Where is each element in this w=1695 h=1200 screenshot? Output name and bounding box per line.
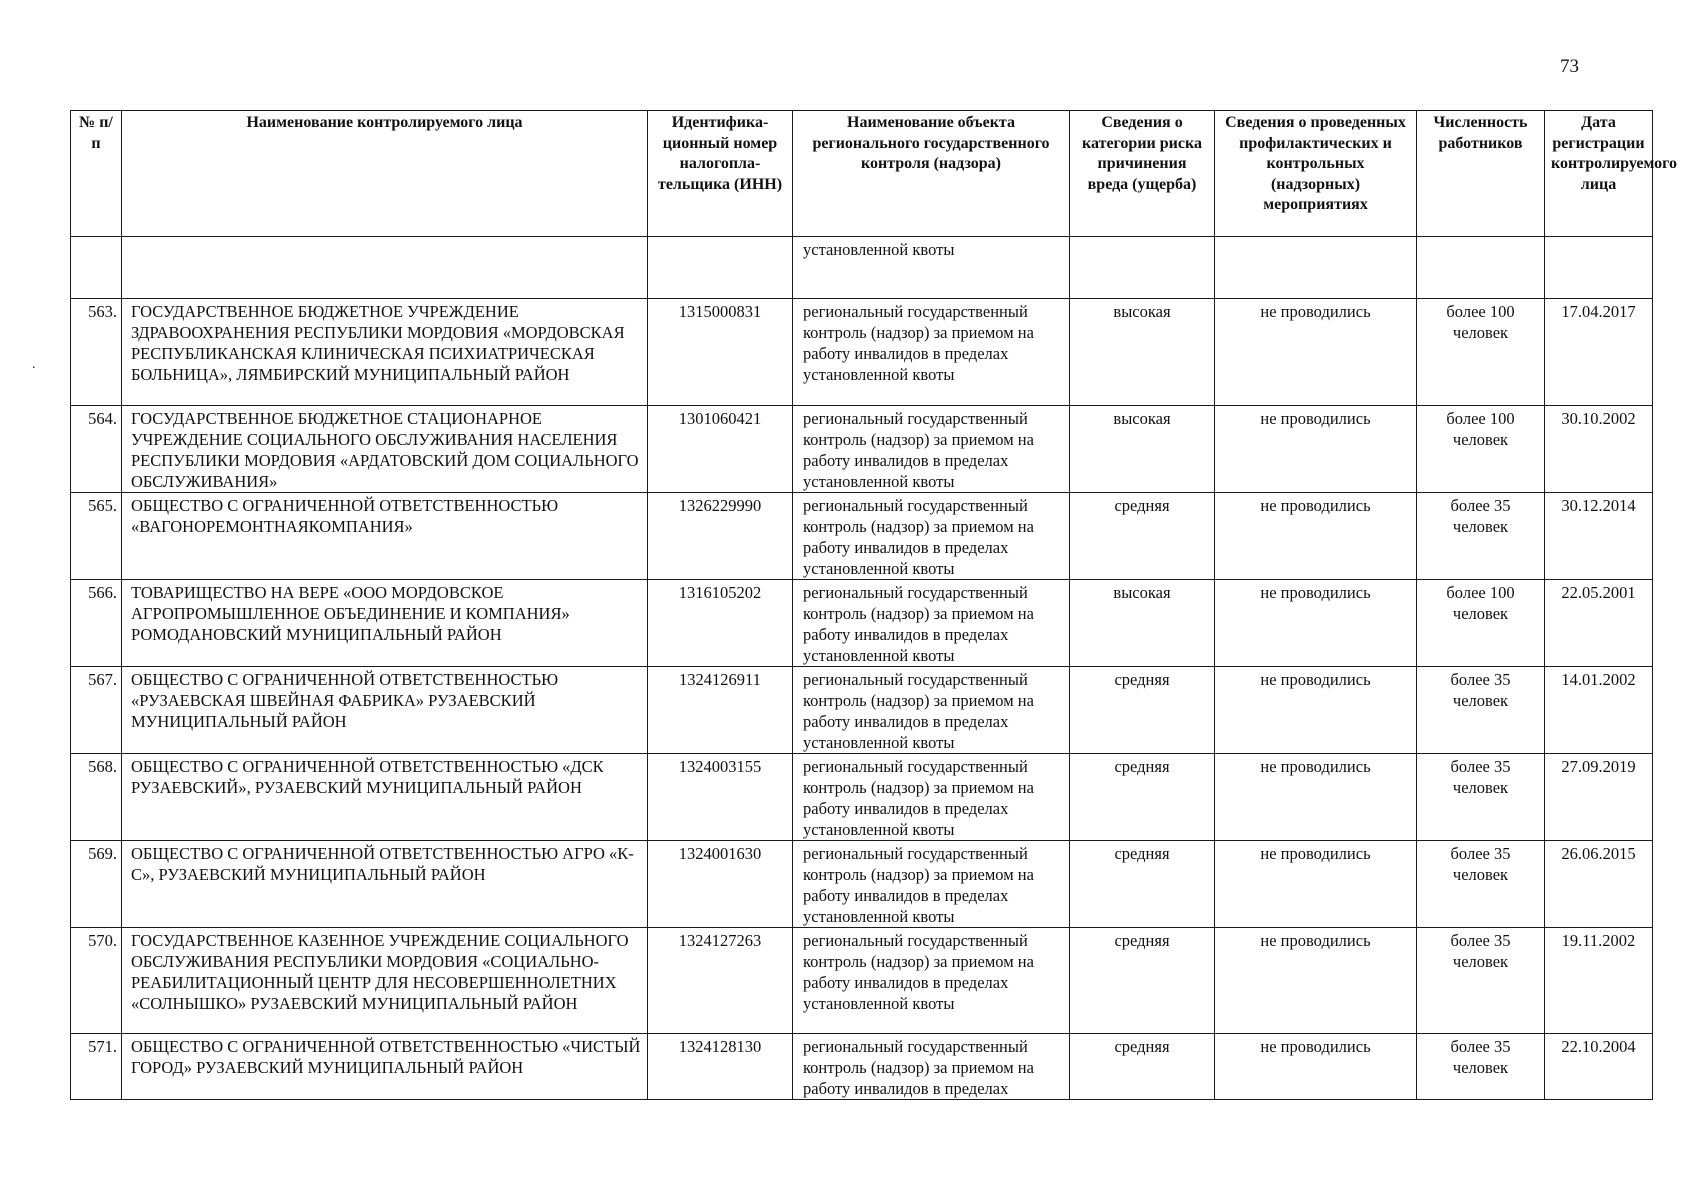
control-object: региональный государственный контроль (надзор) за приемом на работу инвалидов в пределах — [793, 1034, 1070, 1100]
inn-value: 1326229990 — [648, 493, 793, 580]
header-name: Наименование контролируемого лица — [122, 111, 648, 237]
control-object: региональный государственный контроль (надзор) за приемом на работу инвалидов в пределах установленной квоты — [793, 928, 1070, 1034]
events-status: не проводились — [1215, 667, 1417, 754]
organization-name: ОБЩЕСТВО С ОГРАНИЧЕННОЙ ОТВЕТСТВЕННОСТЬЮ «ЧИСТЫЙ ГОРОД» РУЗАЕВСКИЙ МУНИЦИПАЛЬНЫЙ РАЙОН — [122, 1034, 648, 1100]
header-staff: Численность работников — [1417, 111, 1545, 237]
organization-name: ГОСУДАРСТВЕННОЕ БЮДЖЕТНОЕ СТАЦИОНАРНОЕ УЧРЕЖДЕНИЕ СОЦИАЛЬНОГО ОБСЛУЖИВАНИЯ НАСЕЛЕНИЯ РЕСПУБЛИКИ МОРДОВИЯ «АРДАТОВСКИЙ ДОМ СОЦИАЛЬНОГО ОБСЛУЖИВАНИЯ» — [122, 406, 648, 493]
table-row — [71, 493, 1653, 580]
inn-value: 1316105202 — [648, 580, 793, 667]
header-inn: Идентифика-ционный номер налогопла-тельщика (ИНН) — [648, 111, 793, 237]
organization-name: ОБЩЕСТВО С ОГРАНИЧЕННОЙ ОТВЕТСТВЕННОСТЬЮ «ДСК РУЗАЕВСКИЙ», РУЗАЕВСКИЙ МУНИЦИПАЛЬНЫЙ РАЙОН — [122, 754, 648, 841]
table-row — [71, 667, 1653, 754]
risk-category: средняя — [1070, 754, 1215, 841]
continuation-cell: установленной квоты — [793, 237, 1070, 299]
risk-category: средняя — [1070, 667, 1215, 754]
inn-value: 1301060421 — [648, 406, 793, 493]
cell-empty — [122, 237, 648, 299]
registration-date: 30.10.2002 — [1545, 406, 1653, 493]
table-row — [71, 299, 1653, 406]
margin-mark: . — [32, 357, 36, 372]
organization-name: ОБЩЕСТВО С ОГРАНИЧЕННОЙ ОТВЕТСТВЕННОСТЬЮ «РУЗАЕВСКАЯ ШВЕЙНАЯ ФАБРИКА» РУЗАЕВСКИЙ МУНИЦИПАЛЬНЫЙ РАЙОН — [122, 667, 648, 754]
row-number: 570. — [71, 928, 122, 1034]
inn-value: 1324001630 — [648, 841, 793, 928]
staff-count: более 35 человек — [1417, 841, 1545, 928]
registration-date: 22.10.2004 — [1545, 1034, 1653, 1100]
inn-value: 1324127263 — [648, 928, 793, 1034]
table-row — [71, 406, 1653, 493]
row-number: 565. — [71, 493, 122, 580]
inn-value: 1315000831 — [648, 299, 793, 406]
inn-value: 1324128130 — [648, 1034, 793, 1100]
risk-category: высокая — [1070, 580, 1215, 667]
registration-date: 30.12.2014 — [1545, 493, 1653, 580]
inn-value: 1324003155 — [648, 754, 793, 841]
registration-date: 17.04.2017 — [1545, 299, 1653, 406]
row-number: 571. — [71, 1034, 122, 1100]
row-number: 566. — [71, 580, 122, 667]
header-object: Наименование объекта регионального государственного контроля (надзора) — [793, 111, 1070, 237]
control-object: региональный государственный контроль (надзор) за приемом на работу инвалидов в пределах установленной квоты — [793, 406, 1070, 493]
header-row — [71, 111, 1653, 237]
risk-category: высокая — [1070, 299, 1215, 406]
control-object: региональный государственный контроль (надзор) за приемом на работу инвалидов в пределах установленной квоты — [793, 493, 1070, 580]
registry-table — [70, 110, 1678, 1100]
row-number: 564. — [71, 406, 122, 493]
organization-name: ТОВАРИЩЕСТВО НА ВЕРЕ «ООО МОРДОВСКОЕ АГРОПРОМЫШЛЕННОЕ ОБЪЕДИНЕНИЕ И КОМПАНИЯ» РОМОДАНОВСКИЙ МУНИЦИПАЛЬНЫЙ РАЙОН — [122, 580, 648, 667]
registration-date: 22.05.2001 — [1545, 580, 1653, 667]
staff-count: более 35 человек — [1417, 493, 1545, 580]
cell-empty — [648, 237, 793, 299]
row-number: 568. — [71, 754, 122, 841]
staff-count: более 35 человек — [1417, 928, 1545, 1034]
registration-date: 27.09.2019 — [1545, 754, 1653, 841]
events-status: не проводились — [1215, 580, 1417, 667]
table-row — [71, 1034, 1653, 1100]
table-row — [71, 841, 1653, 928]
events-status: не проводились — [1215, 841, 1417, 928]
header-events: Сведения о проведенных профилактических и контрольных (надзорных) мероприятиях — [1215, 111, 1417, 237]
organization-name: ГОСУДАРСТВЕННОЕ БЮДЖЕТНОЕ УЧРЕЖДЕНИЕ ЗДРАВООХРАНЕНИЯ РЕСПУБЛИКИ МОРДОВИЯ «МОРДОВСКАЯ РЕСПУБЛИКАНСКАЯ КЛИНИЧЕСКАЯ ПСИХИАТРИЧЕСКАЯ БОЛЬНИЦА», ЛЯМБИРСКИЙ МУНИЦИПАЛЬНЫЙ РАЙОН — [122, 299, 648, 406]
events-status: не проводились — [1215, 754, 1417, 841]
staff-count: более 35 человек — [1417, 754, 1545, 841]
cell-empty — [1070, 237, 1215, 299]
registration-date: 14.01.2002 — [1545, 667, 1653, 754]
header-num: № п/п — [71, 111, 122, 237]
table-row — [71, 754, 1653, 841]
table-row — [71, 580, 1653, 667]
risk-category: средняя — [1070, 928, 1215, 1034]
cell-empty — [1215, 237, 1417, 299]
risk-category: средняя — [1070, 841, 1215, 928]
row-number: 563. — [71, 299, 122, 406]
events-status: не проводились — [1215, 406, 1417, 493]
control-object: региональный государственный контроль (надзор) за приемом на работу инвалидов в пределах установленной квоты — [793, 299, 1070, 406]
risk-category: средняя — [1070, 493, 1215, 580]
header-risk: Сведения о категории риска причинения вреда (ущерба) — [1070, 111, 1215, 237]
control-object: региональный государственный контроль (надзор) за приемом на работу инвалидов в пределах установленной квоты — [793, 580, 1070, 667]
risk-category: средняя — [1070, 1034, 1215, 1100]
row-number: 569. — [71, 841, 122, 928]
staff-count: более 100 человек — [1417, 299, 1545, 406]
header-date: Дата регистрации контролируемого лица — [1545, 111, 1653, 237]
table-row — [71, 928, 1653, 1034]
organization-name: ОБЩЕСТВО С ОГРАНИЧЕННОЙ ОТВЕТСТВЕННОСТЬЮ «ВАГОНОРЕМОНТНАЯКОМПАНИЯ» — [122, 493, 648, 580]
page-number: 73 — [1560, 56, 1579, 77]
control-object: региональный государственный контроль (надзор) за приемом на работу инвалидов в пределах установленной квоты — [793, 667, 1070, 754]
staff-count: более 100 человек — [1417, 406, 1545, 493]
staff-count: более 100 человек — [1417, 580, 1545, 667]
inn-value: 1324126911 — [648, 667, 793, 754]
cell-empty — [71, 237, 122, 299]
events-status: не проводились — [1215, 299, 1417, 406]
cell-empty — [1545, 237, 1653, 299]
staff-count: более 35 человек — [1417, 1034, 1545, 1100]
staff-count: более 35 человек — [1417, 667, 1545, 754]
cell-empty — [1417, 237, 1545, 299]
organization-name: ГОСУДАРСТВЕННОЕ КАЗЕННОЕ УЧРЕЖДЕНИЕ СОЦИАЛЬНОГО ОБСЛУЖИВАНИЯ РЕСПУБЛИКИ МОРДОВИЯ «СОЦИАЛЬНО-РЕАБИЛИТАЦИОННЫЙ ЦЕНТР ДЛЯ НЕСОВЕРШЕННОЛЕТНИХ «СОЛНЫШКО» РУЗАЕВСКИЙ МУНИЦИПАЛЬНЫЙ РАЙОН — [122, 928, 648, 1034]
risk-category: высокая — [1070, 406, 1215, 493]
control-object: региональный государственный контроль (надзор) за приемом на работу инвалидов в пределах установленной квоты — [793, 754, 1070, 841]
row-number: 567. — [71, 667, 122, 754]
registration-date: 19.11.2002 — [1545, 928, 1653, 1034]
registration-date: 26.06.2015 — [1545, 841, 1653, 928]
events-status: не проводились — [1215, 493, 1417, 580]
continuation-row — [71, 237, 1653, 299]
organization-name: ОБЩЕСТВО С ОГРАНИЧЕННОЙ ОТВЕТСТВЕННОСТЬЮ АГРО «К-С», РУЗАЕВСКИЙ МУНИЦИПАЛЬНЫЙ РАЙОН — [122, 841, 648, 928]
events-status: не проводились — [1215, 928, 1417, 1034]
events-status: не проводились — [1215, 1034, 1417, 1100]
control-object: региональный государственный контроль (надзор) за приемом на работу инвалидов в пределах установленной квоты — [793, 841, 1070, 928]
